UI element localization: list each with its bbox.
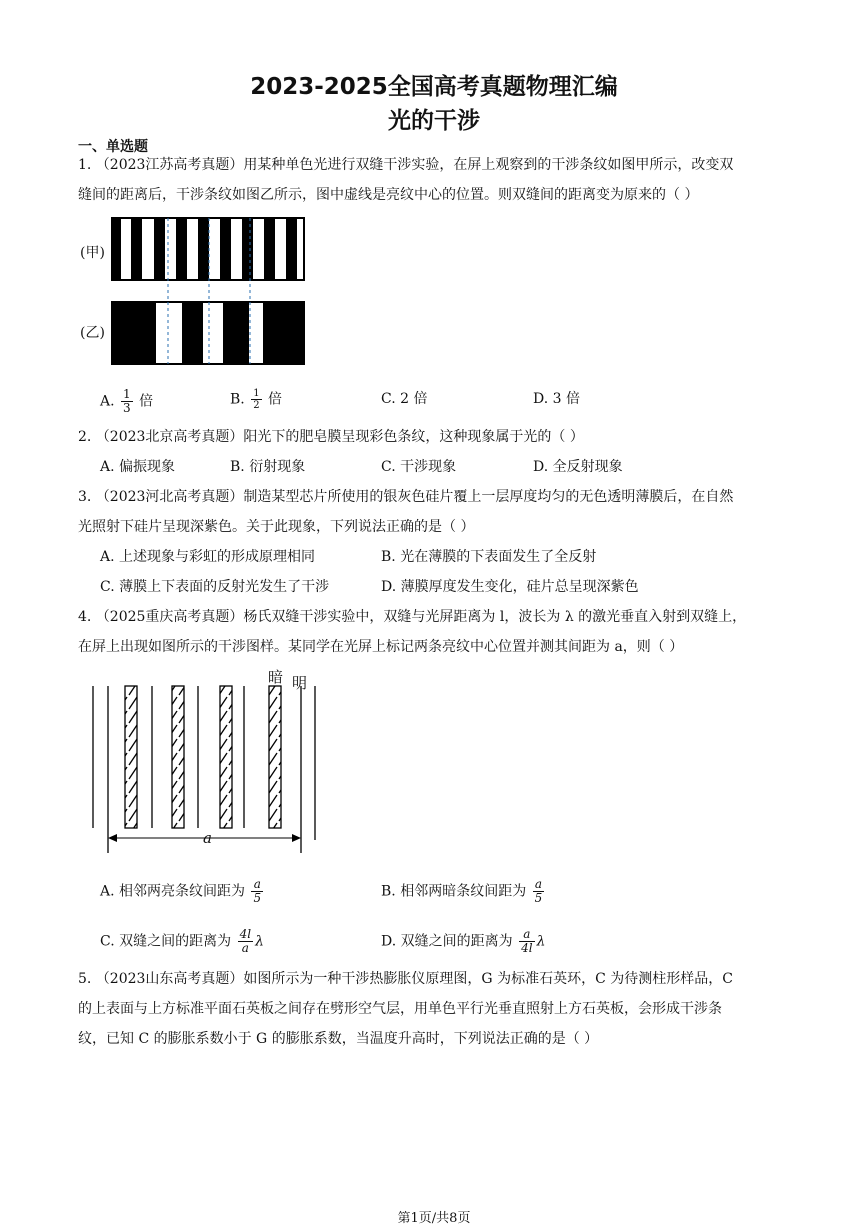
q4-option-d[interactable] xyxy=(381,928,545,955)
q4-option-c-fraction xyxy=(238,928,253,955)
fraction-numerator: a xyxy=(519,928,534,942)
fraction-denominator: 2 xyxy=(253,400,260,411)
q4-option-b-text: B. 相邻两暗条纹间距为 xyxy=(381,883,527,900)
document-subtitle: 光的干涉 xyxy=(388,108,480,134)
q1-option-a-suffix: 倍 xyxy=(139,393,154,410)
q3-line1: 3. （2023河北高考真题）制造某型芯片所使用的银灰色硅片覆上一层厚度均匀的无色透明薄膜后，在自然 xyxy=(78,489,734,505)
q2-option-a[interactable]: A. 偏振现象 xyxy=(100,459,176,475)
fraction-numerator: 1 xyxy=(253,388,260,399)
q1-option-a-fraction xyxy=(121,388,133,415)
q3-option-d[interactable]: D. 薄膜厚度发生变化，硅片总呈现深紫色 xyxy=(381,579,639,595)
section-heading: 一、单选题 xyxy=(78,139,148,155)
q4-option-a-text: A. 相邻两亮条纹间距为 xyxy=(100,883,246,900)
document-title: 2023-2025全国高考真题物理汇编 xyxy=(250,74,618,100)
fraction-numerator: 4l xyxy=(239,927,252,941)
q1-option-b[interactable] xyxy=(230,388,282,411)
q1-option-d[interactable]: D. 3 倍 xyxy=(533,391,580,407)
q3-option-a[interactable]: A. 上述现象与彩虹的形成原理相同 xyxy=(100,549,316,565)
q4-option-b[interactable] xyxy=(381,878,546,905)
q4-option-c-lambda: λ xyxy=(255,933,264,950)
q1-line2: 缝间的距离后，干涉条纹如图乙所示，图中虚线是亮纹中心的位置。则双缝间的距离变为原来的（ ） xyxy=(78,187,699,203)
q1-figure-label-b: (乙) xyxy=(80,325,105,341)
q4-figure-bright-label: 明 xyxy=(292,674,308,692)
q1-option-c[interactable]: C. 2 倍 xyxy=(381,391,428,407)
q5-line3: 纹，已知 C 的膨胀系数小于 G 的膨胀系数，当温度升高时，下列说法正确的是（ ） xyxy=(78,1031,599,1047)
q4-option-a[interactable] xyxy=(100,878,265,905)
q1-fringe-figure xyxy=(110,216,306,366)
q1-option-b-prefix: B. xyxy=(230,391,245,408)
q1-line1: 1. （2023江苏高考真题）用某种单色光进行双缝干涉实验，在屏上观察到的干涉条纹如图甲所示，改变双 xyxy=(78,157,734,173)
q3-option-c[interactable]: C. 薄膜上下表面的反射光发生了干涉 xyxy=(100,579,330,595)
fraction-numerator: a xyxy=(533,878,545,892)
q2-option-d[interactable]: D. 全反射现象 xyxy=(533,459,623,475)
q1-option-b-suffix: 倍 xyxy=(268,391,283,408)
q1-option-a[interactable] xyxy=(100,388,153,415)
q2-option-b[interactable]: B. 衍射现象 xyxy=(230,459,306,475)
fraction-denominator: 5 xyxy=(534,891,543,905)
fraction-denominator: 3 xyxy=(123,401,131,415)
fraction-denominator: a xyxy=(241,941,249,955)
q4-option-d-text: D. 双缝之间的距离为 xyxy=(381,933,513,950)
q3-line2: 光照射下硅片呈现深紫色。关于此现象，下列说法正确的是（ ） xyxy=(78,519,475,535)
q4-option-c[interactable] xyxy=(100,928,264,955)
q4-figure-dark-label: 暗 xyxy=(268,668,284,686)
page-footer: 第1页/共8页 xyxy=(397,1211,471,1226)
q1-option-a-prefix: A. xyxy=(100,393,115,410)
q4-option-b-fraction xyxy=(533,878,545,905)
q2-line1: 2. （2023北京高考真题）阳光下的肥皂膜呈现彩色条纹，这种现象属于光的（ ） xyxy=(78,429,584,445)
fraction-denominator: 4l xyxy=(521,941,533,955)
q4-option-c-text: C. 双缝之间的距离为 xyxy=(100,933,232,950)
q4-option-d-lambda: λ xyxy=(536,933,546,950)
fraction-numerator: 1 xyxy=(123,387,131,401)
q5-line2: 的上表面与上方标准平面石英板之间存在劈形空气层，用单色平行光垂直照射上方石英板，会形成干涉条 xyxy=(78,1001,722,1017)
q4-option-d-fraction xyxy=(519,928,534,955)
q4-line1: 4. （2025重庆高考真题）杨氏双缝干涉实验中，双缝与光屏距离为 l，波长为 λ 的激光垂直入射到双缝上， xyxy=(78,609,747,625)
fraction-denominator: 5 xyxy=(253,891,262,905)
q2-option-c[interactable]: C. 干涉现象 xyxy=(381,459,457,475)
fraction-numerator: a xyxy=(251,878,263,892)
q4-figure-a-label: a xyxy=(203,829,212,847)
q1-option-b-fraction xyxy=(251,388,261,411)
q5-line1: 5. （2023山东高考真题）如图所示为一种干涉热膨胀仪原理图，G 为标准石英环，C 为待测柱形样品，C xyxy=(78,971,733,987)
q1-figure-label-a: (甲) xyxy=(80,245,105,261)
q3-option-b[interactable]: B. 光在薄膜的下表面发生了全反射 xyxy=(381,549,597,565)
q4-option-a-fraction xyxy=(251,878,263,905)
q4-line2: 在屏上出现如图所示的干涉图样。某同学在光屏上标记两条亮纹中心位置并测其间距为 a，则（ ） xyxy=(78,639,684,655)
